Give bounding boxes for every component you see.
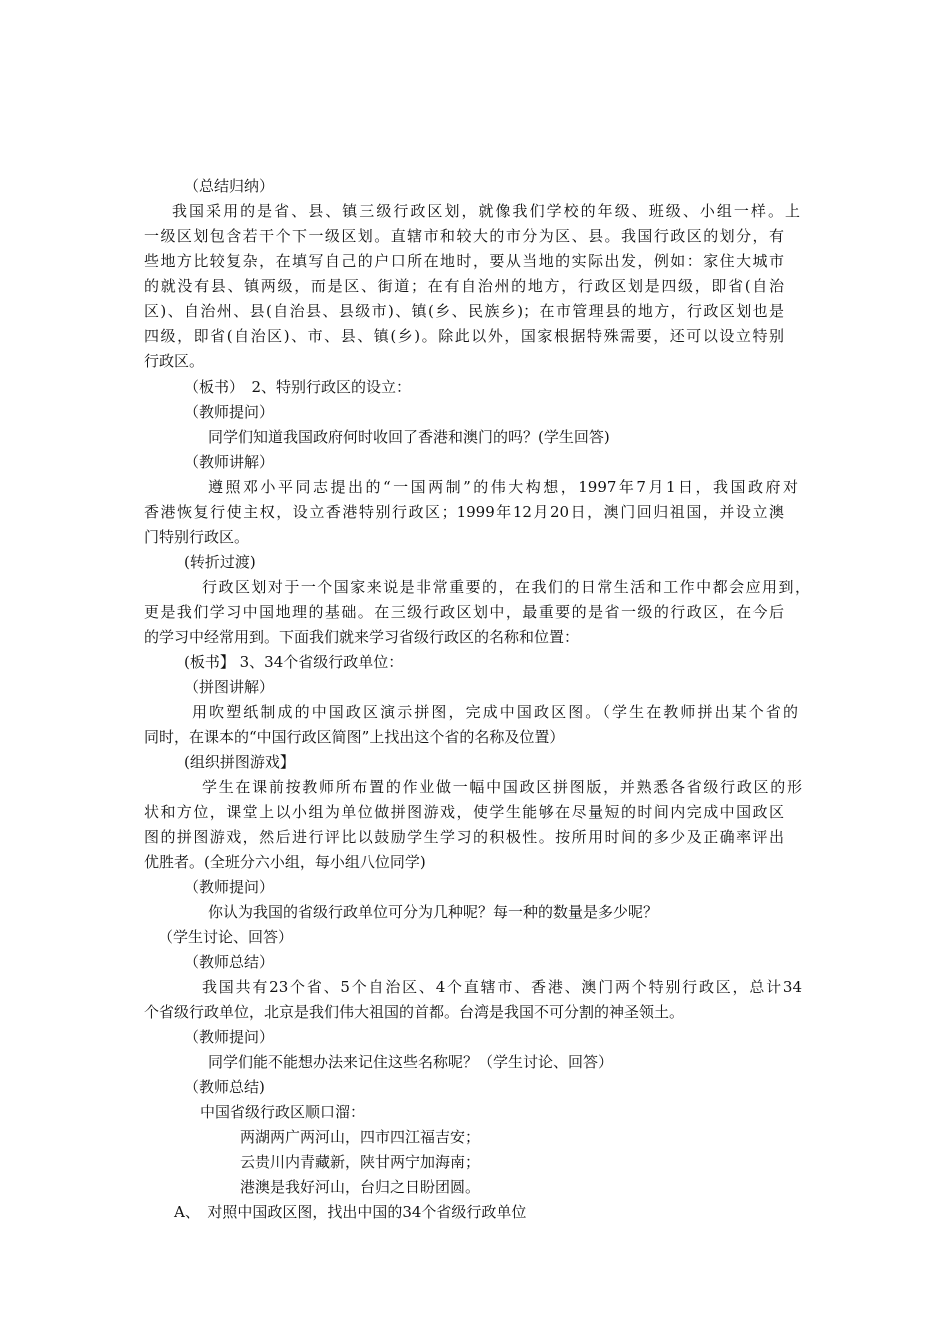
paragraph-line: 我国共有23个省、5个自治区、4个直辖市、香港、澳门两个特别行政区，总计34 bbox=[202, 978, 802, 996]
section-label-teacher-summary: （教师总结) bbox=[184, 1078, 265, 1096]
rhyme-line: 云贵川内青藏新，陕甘两宁加海南； bbox=[240, 1153, 481, 1171]
paragraph-line: 个省级行政单位，北京是我们伟大祖国的首都。台湾是我国不可分割的神圣领土。 bbox=[144, 1003, 685, 1021]
paragraph-line: 更是我们学习中国地理的基础。在三级行政区划中，最重要的是省一级的行政区，在今后 bbox=[144, 603, 784, 621]
paragraph-line: 同时，在课本的“中国行政区简图”上找出这个省的名称及位置） bbox=[144, 728, 565, 746]
paragraph-line: 用吹塑纸制成的中国政区演示拼图，完成中国政区图。（学生在教师拼出某个省的 bbox=[192, 703, 798, 721]
section-label-transition: (转折过渡) bbox=[184, 553, 256, 571]
paragraph-line: 图的拼图游戏，然后进行评比以鼓励学生学习的积极性。按所用时间的多少及正确率评出 bbox=[144, 828, 784, 846]
paragraph-line: 的学习中经常用到。下面我们就来学习省级行政区的名称和位置： bbox=[144, 628, 580, 646]
paragraph-line: 行政区。 bbox=[144, 352, 205, 370]
paragraph-line: 一级区划包含若干个下一级区划。直辖市和较大的市分为区、县。我国行政区的划分，有 bbox=[144, 227, 784, 245]
blackboard-heading-2: （板书） 2、特别行政区的设立： bbox=[184, 378, 412, 396]
paragraph-line: 优胜者。(全班分六小组，每小组八位同学) bbox=[144, 853, 426, 871]
section-label-teacher-question: （教师提问） bbox=[184, 878, 275, 896]
paragraph-line: 四级，即省(自治区)、市、县、镇(乡)。除此以外，国家根据特殊需要，还可以设立特别 bbox=[144, 327, 784, 345]
paragraph-line: 香港恢复行使主权，设立香港特别行政区；1999年12月20日，澳门回归祖国，并设立澳 bbox=[144, 503, 784, 521]
paragraph-line: 区)、自治州、县(自治县、县级市)、镇(乡、民族乡)；在市管理县的地方，行政区划也是 bbox=[144, 302, 784, 320]
section-label-summary: （总结归纳） bbox=[184, 177, 275, 195]
paragraph-line: 我国采用的是省、县、镇三级行政区划，就像我们学校的年级、班级、小组一样。上 bbox=[172, 202, 800, 220]
paragraph-line: 学生在课前按教师所布置的作业做一幅中国政区拼图版，并熟悉各省级行政区的形 bbox=[202, 778, 802, 796]
section-label-teacher-question: （教师提问） bbox=[184, 403, 275, 421]
rhyme-title: 中国省级行政区顺口溜： bbox=[200, 1103, 366, 1121]
blackboard-heading-3: (板书】 3、34个省级行政单位： bbox=[184, 653, 404, 671]
paragraph-line: 行政区划对于一个国家来说是非常重要的，在我们的日常生活和工作中都会应用到， bbox=[202, 578, 810, 596]
section-label-teacher-summary: （教师总结） bbox=[184, 953, 275, 971]
paragraph-line: 的就没有县、镇两级，而是区、街道；在有自治州的地方，行政区划是四级，即省(自治 bbox=[144, 277, 784, 295]
rhyme-line: 港澳是我好河山，台归之日盼团圆。 bbox=[240, 1178, 481, 1196]
section-label-puzzle-explanation: （拼图讲解） bbox=[184, 678, 275, 696]
paragraph-line: 门特别行政区。 bbox=[144, 528, 250, 546]
section-label-teacher-question: （教师提问） bbox=[184, 1028, 275, 1046]
task-item-a: A、 对照中国政区图，找出中国的34个省级行政单位 bbox=[174, 1203, 527, 1221]
paragraph-line: 些地方比较复杂，在填写自己的户口所在地时，要从当地的实际出发，例如：家住大城市 bbox=[144, 252, 784, 270]
section-label-student-discussion: （学生讨论、回答） bbox=[158, 928, 294, 946]
question-line: 你认为我国的省级行政单位可分为几种呢？每一种的数量是多少呢？ bbox=[208, 903, 659, 921]
paragraph-line: 遵照邓小平同志提出的“一国两制”的伟大构想，1997年7月1日，我国政府对 bbox=[208, 478, 798, 496]
section-label-puzzle-game: (组织拼图游戏】 bbox=[184, 753, 295, 771]
question-line: 同学们能不能想办法来记住这些名称呢？（学生讨论、回答） bbox=[208, 1053, 614, 1071]
rhyme-line: 两湖两广两河山，四市四江福吉安； bbox=[240, 1128, 481, 1146]
section-label-teacher-explanation: （教师讲解） bbox=[184, 453, 275, 471]
question-line: 同学们知道我国政府何时收回了香港和澳门的吗？(学生回答) bbox=[208, 428, 610, 446]
paragraph-line: 状和方位，课堂上以小组为单位做拼图游戏，使学生能够在尽量短的时间内完成中国政区 bbox=[144, 803, 784, 821]
